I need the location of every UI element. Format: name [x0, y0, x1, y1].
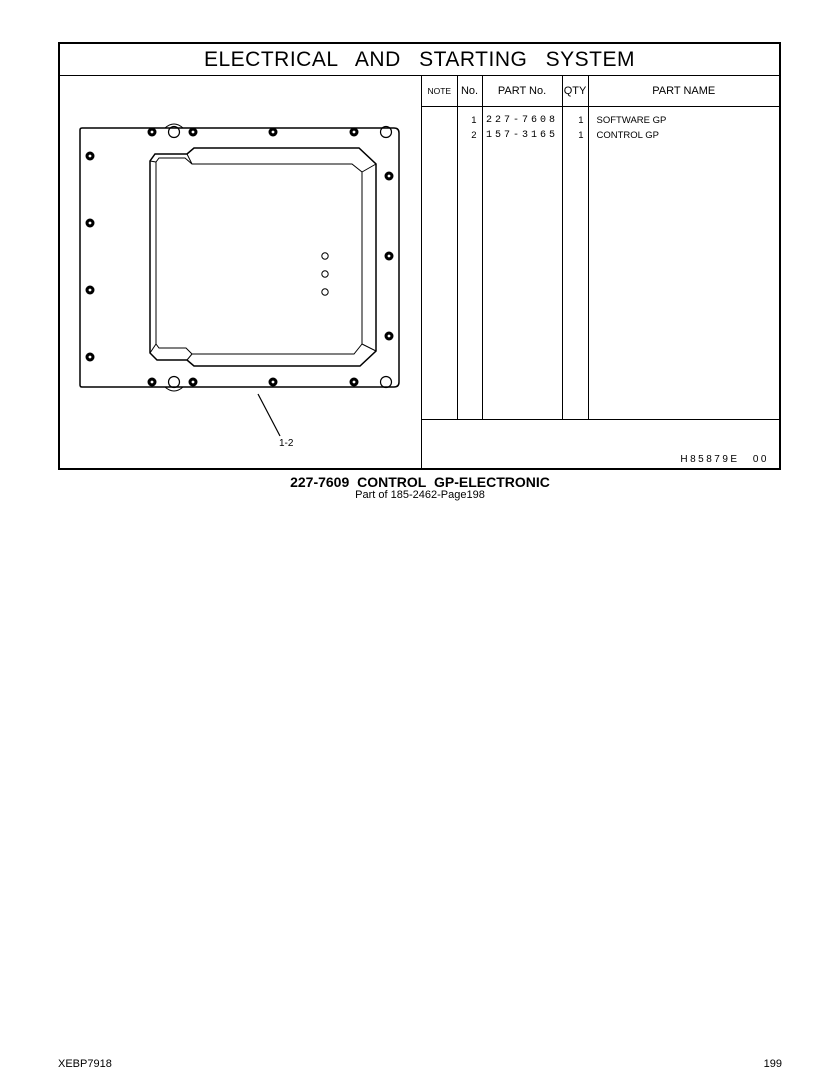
row-2-number: 2 — [471, 130, 477, 141]
parts-frame — [58, 42, 781, 470]
page-title: ELECTRICAL AND STARTING SYSTEM — [60, 44, 779, 76]
page-number: 199 — [763, 1058, 782, 1070]
row-2-qty: 1 — [578, 130, 584, 141]
row-1-qty: 1 — [578, 115, 584, 126]
row-2-part-number: 157-3165 — [485, 130, 558, 141]
control-group-illustration — [60, 76, 420, 472]
row-1-part-name: SOFTWARE GP — [596, 115, 667, 126]
illustration-panel — [60, 76, 422, 468]
row-2-note — [422, 128, 457, 143]
document-id: XEBP7918 — [58, 1058, 112, 1070]
parts-table-area — [422, 76, 779, 468]
column-header-qty: QTY — [562, 76, 588, 107]
row-1-part-number: 227-7608 — [485, 115, 558, 126]
column-header-part-name: PART NAME — [588, 76, 779, 107]
column-header-part-number: PART No. — [482, 76, 562, 107]
row-1-number: 1 — [471, 115, 477, 126]
column-header-note: NOTE — [422, 76, 457, 107]
row-1-note — [422, 113, 457, 128]
parts-table — [422, 76, 779, 420]
figure-caption: 227-7609 CONTROL GP-ELECTRONIC — [290, 474, 550, 490]
figure-subcaption: Part of 185-2462-Page198 — [355, 489, 485, 501]
column-header-number: No. — [457, 76, 482, 107]
table-row — [422, 107, 779, 420]
callout-label: 1-2 — [279, 438, 294, 449]
row-2-part-name: CONTROL GP — [596, 130, 659, 141]
figure-code: H85879E 00 — [680, 454, 769, 465]
